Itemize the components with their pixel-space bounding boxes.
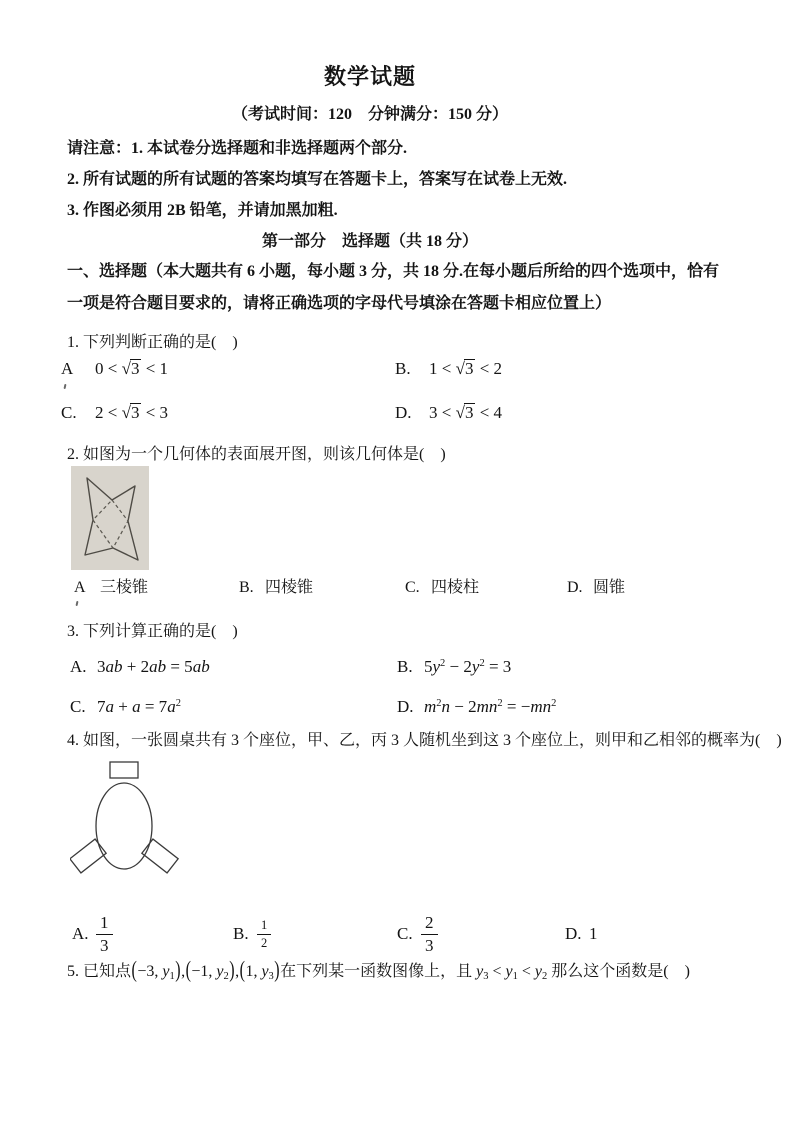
option-label: C. [70,697,86,716]
option-label: D. [567,579,583,596]
notice-line-3: 3. 作图必须用 2B 铅笔，并请加黑加粗. [67,202,338,219]
q4-option-a [72,911,113,957]
q3-option-a [70,656,210,677]
scan-artifact-mark [76,601,79,606]
q4-option-c [397,911,438,957]
question-3-text: 3. 下列计算正确的是( ) [67,623,238,640]
option-label: B. [233,924,249,943]
option-math: $7a + a = 7a^2$ [97,697,181,716]
option-math: $5y^2 - 2y^2 = 3$ [424,657,512,676]
option-math: 2 < √3 < 3 [95,403,169,422]
option-math: 3 < √3 < 4 [429,403,503,422]
option-value: 1 [589,924,598,943]
part-one-heading: 第一部分 选择题（共 18 分） [261,233,478,250]
option-label: C. [61,403,77,422]
fraction-denominator: 3 [100,935,109,955]
q1-option-d [395,402,502,423]
scan-artifact-mark [64,384,67,389]
notice-line-2: 2. 所有试题的所有试题的答案均填写在答题卡上，答案写在试卷上无效. [67,171,568,188]
exam-time-score-info: （考试时间：120 分钟满分：150 分） [231,106,508,123]
q2-net-figure-photo [71,466,149,570]
photo-background [71,466,149,570]
option-label: B. [397,657,413,676]
option-text: 四棱柱 [431,579,480,596]
section-intro-line-1: 一、选择题（本大题共有 6 小题，每小题 3 分，共 18 分.在每小题后所给的四个选项中，恰有 [67,263,720,280]
page-title: 数学试题 [323,64,416,89]
option-label: B. [395,359,411,378]
option-label: D. [565,924,582,943]
option-label: D. [395,403,412,422]
question-5-text: 5. 已知点(−3, $y_1),(-1$, $y_2),(1$, $y_3$)在下列某一函数图像上，且 $y_3 < y_1 < y_2$ 那么这个函数是( ) [67,958,690,983]
table-ellipse [96,783,152,869]
fraction-denominator: 2 [261,935,268,950]
option-label: A [74,579,86,596]
q1-option-b [395,358,502,379]
fraction-numerator: 1 [96,913,113,934]
option-text: 三棱锥 [100,579,149,596]
fraction-numerator: 2 [421,913,438,934]
question-2-text: 2. 如图为一个几何体的表面展开图，则该几何体是( ) [67,446,446,463]
option-math: 0 < √3 < 1 [95,359,169,378]
fraction [96,913,113,954]
option-label: A [61,359,74,378]
option-label: D. [397,697,414,716]
option-label: C. [397,924,413,943]
q4-option-b [233,911,271,957]
option-label: C. [405,579,420,596]
option-math: $m^2n - 2mn^2 = -mn^2$ [424,697,557,716]
fraction [421,913,438,954]
option-text: 圆锥 [593,579,626,596]
q2-option-a [74,578,148,598]
question-1-text: 1. 下列判断正确的是( ) [67,334,238,351]
option-label: B. [239,579,254,596]
seat-top [110,762,138,778]
seat-right [142,839,178,873]
q1-option-a [61,358,168,379]
q4-round-table-figure [70,757,182,881]
q3-option-c [70,696,181,717]
q2-option-c [405,578,479,598]
q3-option-b [397,656,511,677]
section-intro-line-2: 一项是符合题目要求的，请将正确选项的字母代号填涂在答题卡相应位置上） [67,295,612,312]
option-label: A. [72,924,89,943]
fraction-numerator: 1 [257,918,271,934]
q1-option-c [61,402,168,423]
option-text: 四棱锥 [265,579,314,596]
question-4-text: 4. 如图，一张圆桌共有 3 个座位，甲、乙，丙 3 人随机坐到这 3 个座位上，则甲和乙相邻的概率为( ) [67,732,782,749]
q3-option-d [397,696,556,717]
seat-left [70,839,106,873]
q2-option-d [567,578,625,598]
option-label: A. [70,657,87,676]
fraction-denominator: 3 [425,935,434,955]
notice-line-1: 请注意：1. 本试卷分选择题和非选择题两个部分. [67,140,408,157]
option-math: 3ab + 2ab = 5ab [97,657,210,676]
q4-option-d [565,911,598,957]
fraction [257,918,271,950]
option-math: 1 < √3 < 2 [429,359,503,378]
q2-option-b [239,578,313,598]
